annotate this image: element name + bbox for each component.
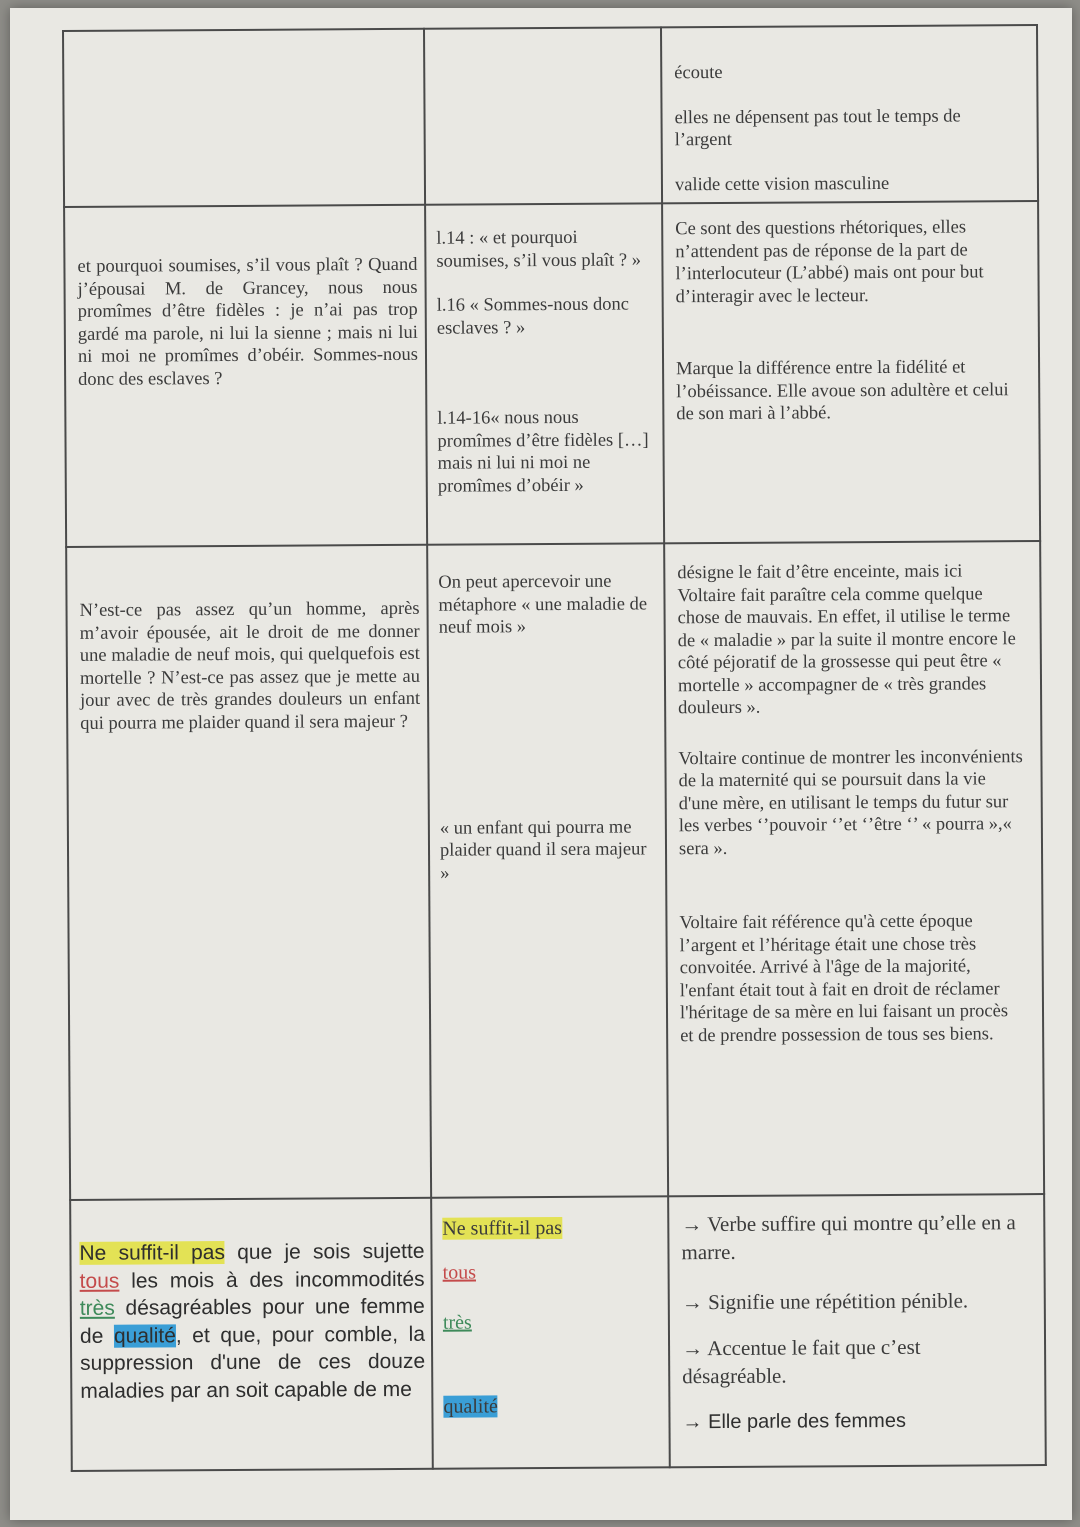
underline-green: très bbox=[79, 1296, 115, 1320]
analysis-note: Voltaire fait référence qu'à cette époque l’argent et l’héritage était une chose très convoitée. Arrivé à l'âge de la majorité, l'enfant était tout à fait en droit de réclamer l'héritage de sa mère en lui faisant un procès et de prendre possession de tous ses biens. bbox=[679, 911, 1009, 1046]
column-divider-2 bbox=[660, 26, 671, 1468]
row-divider-2 bbox=[65, 540, 1041, 548]
table-border-right bbox=[1036, 24, 1047, 1466]
citation-underline-green: très bbox=[442, 1311, 472, 1334]
analysis-note: → Elle parle des femmes bbox=[682, 1409, 907, 1434]
table-border-bottom bbox=[71, 1464, 1047, 1472]
analysis-note: Ce sont des questions rhétoriques, elles n’attendent pas de réponse de la part de l’interlocuteur (L’abbé) mais ont pour but d’interagir avec le lecteur. bbox=[675, 217, 984, 307]
analysis-note: → Verbe suffire qui montre qu’elle en a marre. bbox=[681, 1210, 1016, 1265]
row3-text-cell bbox=[79, 598, 420, 735]
citation-highlight-blue: qualité bbox=[443, 1395, 498, 1418]
row3-citations-cell bbox=[438, 570, 655, 884]
excerpt-segment: que je sois sujette bbox=[224, 1239, 425, 1265]
highlight-yellow: Ne suffit-il pas bbox=[79, 1241, 226, 1265]
underline-red: tous bbox=[79, 1269, 120, 1293]
row4-citations-cell bbox=[442, 1214, 658, 1419]
citation: « un enfant qui pourra me plaider quand il sera majeur » bbox=[439, 817, 647, 884]
analysis-note: → Accentue le fait que c’est désagréable. bbox=[681, 1334, 921, 1389]
row3-analysis-cell bbox=[677, 560, 1025, 1047]
excerpt-text: et pourquoi soumises, s’il vous plaît ? Quand j’épousai M. de Grancey, nous nous promîmes d’être fidèles : je n’ai pas trop gardé ma parole, ni lui la sienne ; mais ni lui ni moi ne promîmes d’obéir. Sommes-nous donc des esclaves ? bbox=[77, 254, 419, 390]
row2-text-cell bbox=[77, 254, 418, 391]
citation: l.14-16« nous nous promîmes d’être fidèles […] mais ni lui ni moi ne promîmes d’obéir » bbox=[437, 407, 649, 497]
highlight-blue: qualité bbox=[113, 1323, 176, 1348]
analysis-note: valide cette vision masculine bbox=[674, 173, 890, 195]
column-divider-1 bbox=[423, 28, 434, 1470]
excerpt-segment: désagréables pour une femme de bbox=[79, 1294, 425, 1348]
row-divider-3 bbox=[69, 1193, 1045, 1201]
citation-underline-red: tous bbox=[442, 1261, 477, 1284]
excerpt-segment: , et que, pour comble, la suppression d'une de ces douze maladies par an soit capable de me bbox=[80, 1322, 426, 1403]
analysis-note: Marque la différence entre la fidélité et l’obéissance. Elle avoue son adultère et celui de son mari à l’abbé. bbox=[676, 357, 1009, 425]
row1-analysis-cell bbox=[674, 60, 1020, 196]
citation: On peut apercevoir une métaphore « une maladie de neuf mois » bbox=[438, 571, 648, 638]
analysis-table bbox=[62, 24, 1047, 1472]
table-border-top bbox=[62, 24, 1038, 32]
row4-analysis-cell bbox=[681, 1208, 1027, 1436]
excerpt-segment: les mois à des incommodités bbox=[119, 1267, 425, 1293]
row4-text-cell bbox=[79, 1238, 425, 1405]
citation: l.14 : « et pourquoi soumises, s’il vous plaît ? » bbox=[436, 227, 642, 272]
citation: l.16 « Sommes-nous donc esclaves ? » bbox=[436, 294, 629, 339]
row2-analysis-cell bbox=[675, 216, 1021, 426]
excerpt-text-highlighted bbox=[79, 1238, 425, 1405]
document-sheet bbox=[10, 8, 1072, 1520]
excerpt-text: N’est-ce pas assez qu’un homme, après m’avoir épousée, ait le droit de me donner une maladie de neuf mois, qui quelquefois est mortelle ? N’est-ce pas assez que je mette au jour avec de très grandes douleurs un enfant qui pourra me plaider quand il sera majeur ? bbox=[79, 598, 421, 734]
analysis-note: désigne le fait d’être enceinte, mais ici Voltaire fait paraître cela comme quelque chose de mauvais. En effet, il utilise le terme de « maladie » par la suite il montre encore le côté péjoratif de la grossesse qui peut être « mortelle » accompagner de « très grandes douleurs ». bbox=[677, 561, 1016, 719]
table-border-left bbox=[62, 30, 73, 1472]
analysis-note: écoute bbox=[674, 62, 723, 84]
row2-citations-cell bbox=[436, 226, 653, 497]
analysis-note: elles ne dépensent pas tout le temps de l’argent bbox=[674, 106, 961, 151]
citation-highlight-yellow: Ne suffit-il pas bbox=[442, 1216, 563, 1240]
analysis-note: → Signifie une répétition pénible. bbox=[681, 1288, 969, 1315]
row-divider-1 bbox=[63, 200, 1039, 208]
analysis-note: Voltaire continue de montrer les inconvénients de la maternité qui se poursuit dans la vie d'une mère, en utilisant le temps du futur sur les verbes ‘’pouvoir ‘’et ‘’être ‘’ « pourra »,« sera ». bbox=[678, 746, 1023, 859]
